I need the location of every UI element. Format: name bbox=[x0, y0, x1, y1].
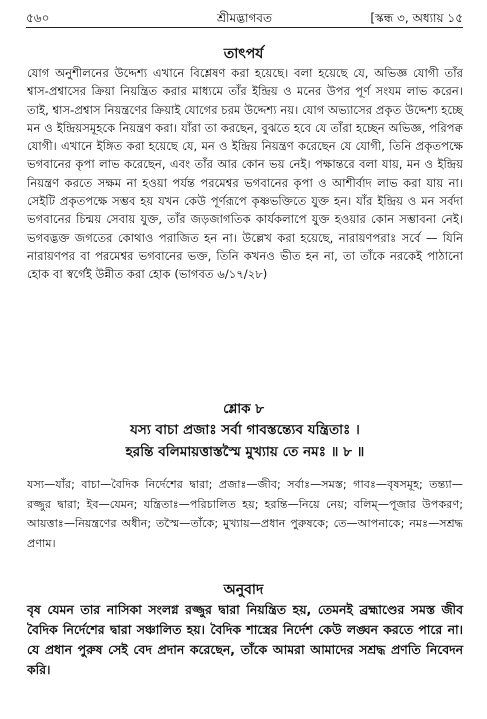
purport-body bbox=[27, 64, 463, 284]
synonyms-text: যস্য—যাঁর; বাচা—বৈদিক নির্দেশের দ্বারা; প্রজাঃ—জীব; সর্বাঃ—সমস্ত; গাবঃ—বৃষসমূহ; তন্ত্যা—রজ্জুর দ্বারা; ইব—যেমন; যন্ত্রিতাঃ—পরিচালিত হয়; হরন্তি—নিয়ে নেয়; বলিম্—পূজার উপকরণ; আয়ত্তাঃ—নিয়ন্ত্রণের অধীন; তস্মৈ—তাঁকে; মুখ্যায়—প্রধান পুরুষকে; তে—আপনাকে; নমঃ—সশ্রদ্ধ প্রণাম। bbox=[27, 478, 463, 550]
purport-heading: তাৎপর্য bbox=[223, 46, 264, 62]
verse-line-2: হরন্তি বলিমায়ত্তাস্তস্মৈ মুখ্যায় তে নমঃ ॥ ৮ ॥ bbox=[125, 444, 365, 460]
verse-heading: শ্লোক ৮ bbox=[223, 402, 264, 417]
synonyms-block bbox=[27, 475, 463, 553]
book-title: শ্রীমদ্ভাগবত bbox=[216, 11, 272, 25]
header-rule bbox=[26, 27, 463, 28]
verse-text bbox=[27, 419, 463, 463]
canto-chapter: [স্কন্ধ ৩, অধ্যায় ১৫ bbox=[370, 11, 463, 25]
page-number: ৫৬০ bbox=[26, 11, 50, 25]
verse-line-1: যস্য বাচা প্রজাঃ সর্বা গাবস্তন্ত্যেব যন্ত্রিতাঃ । bbox=[130, 422, 360, 438]
translation-text: বৃষ যেমন তার নাসিকা সংলগ্ন রজ্জুর দ্বারা নিয়ন্ত্রিত হয়, তেমনই ব্রহ্মাণ্ডের সমস্ত জীব বৈদিক নির্দেশের দ্বারা সঞ্চালিত হয়। বৈদিক শাস্ত্রের নির্দেশ কেউ লঙ্ঘন করতে পারে না। যে প্রধান পুরুষ সেই বেদ প্রদান করেছেন, তাঁকে আমরা আমাদের সশ্রদ্ধ প্রণতি নিবেদন করি। bbox=[27, 602, 463, 677]
translation-block bbox=[27, 600, 463, 680]
translation-heading: অনুবাদ bbox=[223, 582, 264, 598]
purport-text: যোগ অনুশীলনের উদ্দেশ্য এখানে বিশ্লেষণ করা হয়েছে। বলা হয়েছে যে, অভিজ্ঞ যোগী তাঁর শ্বাস-প্রশ্বাসের ক্রিয়া নিয়ন্ত্রিত করার মাধ্যমে তাঁর ইন্দ্রিয় ও মনের উপর পূর্ণ সংযম লাভ করেন। তাই, শ্বাস-প্রশ্বাস নিয়ন্ত্রণের ক্রিয়াই যোগের চরম উদ্দেশ্য নয়। যোগ অভ্যাসের প্রকৃত উদ্দেশ্য হচ্ছে মন ও ইন্দ্রিয়সমূহকে নিয়ন্ত্রণ করা। যাঁরা তা করছেন, বুঝতে হবে যে তাঁরা হচ্ছেন অভিজ্ঞ, পরিপক্ব যোগী। এখানে ইঙ্গিত করা হয়েছে যে, মন ও ইন্দ্রিয় নিয়ন্ত্রণ করেছেন যে যোগী, তিনি প্রকৃতপক্ষে ভগবানের কৃপা লাভ করেছেন, এবং তাঁর আর কোন ভয় নেই। পক্ষান্তরে বলা যায়, মন ও ইন্দ্রিয় নিয়ন্ত্রণ করতে সক্ষম না হওয়া পর্যন্ত পরমেশ্বর ভগবানের কৃপা ও আশীর্বাদ লাভ করা যায় না। সেইটি প্রকৃতপক্ষে সম্ভব হয় যখন কেউ পূর্ণরূপে কৃষ্ণভক্তিতে যুক্ত হন। যাঁর ইন্দ্রিয় ও মন সর্বদা ভগবানের চিন্ময় সেবায় যুক্ত, তাঁর জড়জাগতিক কার্যকলাপে যুক্ত হওয়ার কোন সম্ভাবনা নেই। ভগবদ্ভক্ত জগতের কোথাও পরাজিত হন না। উল্লেখ করা হয়েছে, নারায়ণপরাঃ সর্বে — যিনি নারায়ণপর বা পরমেশ্বর ভগবানের ভক্ত, তিনি কখনও ভীত হন না, তা তাঁকে নরকেই পাঠানো হোক বা স্বর্গেই উন্নীত করা হোক (ভাগবত ৬/১৭/২৮) bbox=[27, 66, 463, 282]
running-header bbox=[26, 8, 463, 26]
